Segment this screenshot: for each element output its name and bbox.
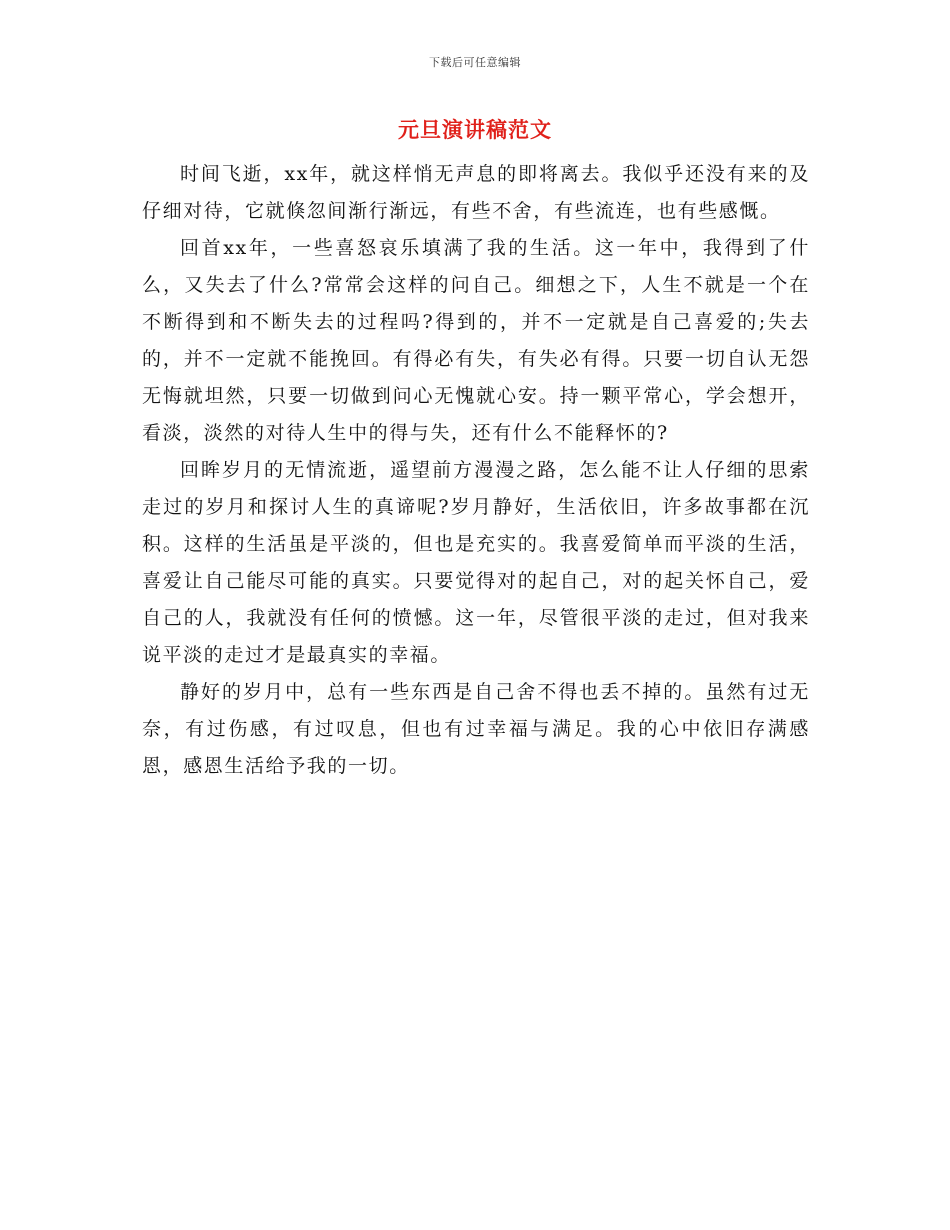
paragraph: 回首xx年，一些喜怒哀乐填满了我的生活。这一年中，我得到了什么，又失去了什么?常常会这样的问自己。细想之下，人生不就是一个在不断得到和不断失去的过程吗?得到的，并不一定就是自己喜爱的;失去的，并不一定就不能挽回。有得必有失，有失必有得。只要一切自认无怨无悔就坦然，只要一切做到问心无愧就心安。持一颗平常心，学会想开，看淡，淡然的对待人生中的得与失，还有什么不能释怀的? [142, 237, 810, 444]
document-body [142, 156, 810, 785]
paragraph: 时间飞逝，xx年，就这样悄无声息的即将离去。我似乎还没有来的及仔细对待，它就倏忽间渐行渐远，有些不舍，有些流连，也有些感慨。 [142, 163, 810, 222]
header-note: 下载后可任意编辑 [429, 56, 521, 69]
paragraph: 静好的岁月中，总有一些东西是自己舍不得也丢不掉的。虽然有过无奈，有过伤感，有过叹息，但也有过幸福与满足。我的心中依旧存满感恩，感恩生活给予我的一切。 [142, 681, 810, 777]
document-title: 元旦演讲稿范文 [398, 117, 552, 142]
paragraph: 回眸岁月的无情流逝，遥望前方漫漫之路，怎么能不让人仔细的思索走过的岁月和探讨人生的真谛呢?岁月静好，生活依旧，许多故事都在沉积。这样的生活虽是平淡的，但也是充实的。我喜爱简单而平淡的生活，喜爱让自己能尽可能的真实。只要觉得对的起自己，对的起关怀自己，爱自己的人，我就没有任何的愤憾。这一年，尽管很平淡的走过，但对我来说平淡的走过才是最真实的幸福。 [142, 459, 810, 666]
